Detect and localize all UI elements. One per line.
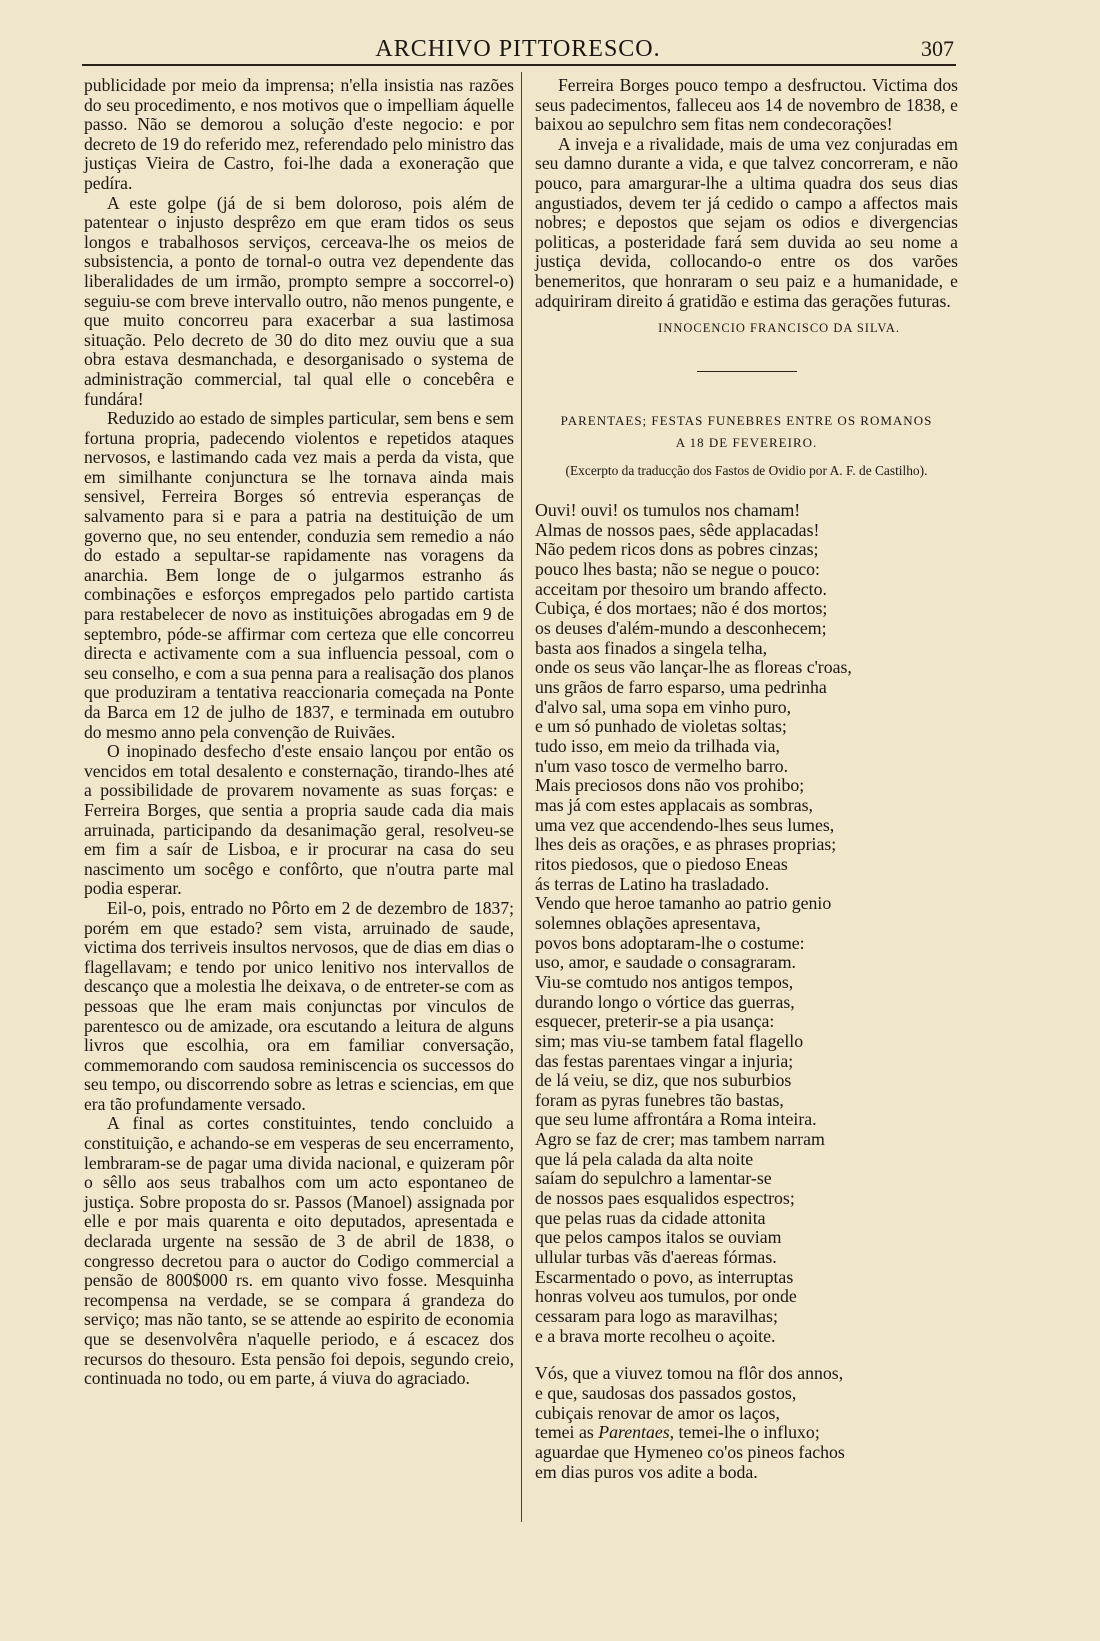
poem-verse: cubiçais renovar de amor os laços, [535, 1402, 780, 1423]
paragraph: O inopinado desfecho d'este ensaio lançou por então os vencidos em total desalento e consternação, tirando-lhes até a possibilidade de provarem novamente as suas forças: e Ferreira Borges, que sentia a propria saude cada dia mais arruinada, participando da desanimação geral, resolveu-se em fim a saír de Lisboa, e ir procurar na casa do seu nascimento um socêgo e confôrto, que n'outra parte mal podia esperar. [84, 741, 514, 899]
poem-verse: mas já com estes applacais as sombras, [535, 794, 813, 815]
poem-verse: d'alvo sal, uma sopa em vinho puro, [535, 696, 792, 717]
poem-verse: aguardae que Hymeneo co'os pineos fachos [535, 1441, 845, 1462]
verse-italic-word: Parentaes [598, 1422, 670, 1443]
poem-verse: acceitam por thesoiro um brando affecto. [535, 578, 827, 599]
section-separator [697, 371, 797, 372]
poem-title-line: PARENTAES; FESTAS FUNEBRES ENTRE OS ROMANOS [560, 413, 933, 429]
running-head [82, 34, 954, 68]
page-number: 307 [921, 36, 954, 61]
poem-verse: e um só punhado de violetas soltas; [535, 716, 787, 737]
poem-verse: em dias puros vos adite a boda. [535, 1461, 758, 1482]
poem-verse: Almas de nossos paes, sêde applacadas! [535, 519, 820, 540]
poem-verse: ullular turbas vãs d'aereas fórmas. [535, 1247, 777, 1268]
poem-verse: que pelas ruas da cidade attonita [535, 1207, 766, 1228]
poem-verse: pouco lhes basta; não se negue o pouco: [535, 559, 820, 580]
poem-verse: tudo isso, em meio da trilhada via, [535, 736, 780, 756]
poem-verse: Mais preciosos dons não vos prohibo; [535, 775, 805, 796]
poem-verse: de nossos paes esqualidos espectros; [535, 1188, 795, 1209]
paragraph: Ferreira Borges pouco tempo a desfructou. Victima dos seus padecimentos, falleceu aos 14 de novembro de 1838, e baixou ao sepulchro sem fitas nem condecorações! [535, 75, 958, 135]
poem-verse: esquecer, preterir-se a pia usança: [535, 1011, 775, 1032]
poem-verse: os deuses d'além-mundo a desconhecem; [535, 618, 827, 639]
verse-part: , temei-lhe o influxo; [669, 1422, 820, 1443]
poem-title-line: A 18 DE FEVEREIRO. [675, 435, 818, 451]
poem-verse: uma vez que accendendo-lhes seus lumes, [535, 814, 835, 835]
poem-verse: foram as pyras funebres tão bastas, [535, 1089, 784, 1110]
poem-verse: que seu lume affrontára a Roma inteira. [535, 1109, 817, 1130]
poem-verse: Viu-se comtudo nos antigos tempos, [535, 971, 794, 992]
paragraph: A este golpe (já de si bem doloroso, pois além de patentear o injusto desprêzo em que eram tidos os seus longos e trabalhosos serviços, cerceava-lhe os meios de subsistencia, a ponto de tornal-o outra vez dependente das liberalidades de um irmão, prompto sempre a soccorrel-o) seguiu-se com breve intervallo outro, não menos pungente, e que muito concorreu para exacerbar a sua lastimosa situação. Pelo decreto de 30 do dito mez ouviu que a sua obra estava desmanchada, e desorganisado o systema de administração commercial, tal qual elle o concebêra e fundára! [84, 192, 514, 409]
poem-verse: cessaram para logo as maravilhas; [535, 1306, 778, 1327]
poem-verse: ritos piedosos, que o piedoso Eneas [535, 853, 788, 874]
poem-verse [535, 1423, 958, 1443]
poem-verse: de lá veiu, se diz, que nos suburbios [535, 1070, 792, 1091]
poem-verse: onde os seus vão lançar-lhe as floreas c'roas, [535, 657, 852, 678]
poem [535, 501, 958, 1482]
poem-verse: uso, amor, e saudade o consagraram. [535, 952, 796, 973]
poem-verse: ás terras de Latino ha trasladado. [535, 873, 770, 894]
poem-verse: Cubiça, é dos mortaes; não é dos mortos; [535, 598, 828, 619]
right-column [535, 76, 958, 1482]
poem-verse: das festas parentaes vingar a injuria; [535, 1050, 794, 1071]
poem-verse: basta aos finados a singela telha, [535, 637, 768, 658]
poem-verse: que pelos campos italos se ouviam [535, 1227, 782, 1248]
poem-source-note: (Excerpto da traducção dos Fastos de Ovidio por A. F. de Castilho). [565, 463, 928, 479]
author-signature: INNOCENCIO FRANCISCO DA SILVA. [658, 321, 900, 336]
poem-verse: e que, saudosas dos passados gostos, [535, 1383, 797, 1403]
poem-verse: Agro se faz de crer; mas tambem narram [535, 1129, 825, 1150]
poem-verse: uns grãos de farro esparso, uma pedrinha [535, 677, 827, 698]
poem-verse: que lá pela calada da alta noite [535, 1148, 754, 1169]
poem-verse: Vendo que heroe tamanho ao patrio genio [535, 893, 832, 914]
poem-stanza [535, 501, 958, 1346]
header-rule [82, 64, 956, 66]
paragraph: publicidade por meio da imprensa; n'ella insistia nas razões do seu procedimento, e nos motivos que o impelliam áquelle passo. Não se demorou a solução d'este negocio: e por decreto de 19 do referido mez, referendado pelo ministro das justiças Vieira de Castro, foi-lhe dada a exoneração que pedíra. [84, 75, 514, 193]
poem-verse: durando longo o vórtice das guerras, [535, 991, 795, 1012]
poem-verse: lhes deis as orações, e as phrases proprias; [535, 834, 837, 855]
poem-verse: saíam do sepulchro a lamentar-se [535, 1168, 772, 1189]
journal-title: ARCHIVO PITTORESCO. [375, 36, 661, 62]
poem-stanza [535, 1364, 958, 1482]
poem-verse: n'um vaso tosco de vermelho barro. [535, 755, 789, 776]
poem-verse: Escarmentado o povo, as interruptas [535, 1266, 794, 1287]
poem-verse: Ouvi! ouvi! os tumulos nos chamam! [535, 500, 801, 521]
poem-verse: e a brava morte recolheu o açoite. [535, 1325, 776, 1346]
paragraph: Reduzido ao estado de simples particular, sem bens e sem fortuna propria, padecendo violentos e repetidos ataques nervosos, e lastimando cada vez mais a perda da vista, que em similhante conjunctura se lhe tornava ainda mais sensivel, Ferreira Borges só entrevia esperanças de salvamento para si e para a patria na destituição de um governo que, no seu entender, conduzia sem remedio a náo do estado a sepultar-se rapidamente nas voragens da anarchia. Bem longe de o julgarmos estranho ás combinações e esforços empregados pelo partido cartista para restabelecer de novo as instituições abrogadas em 9 de septembro, póde-se affirmar com certeza que elle concorreu directa e activamente com a sua influencia pessoal, com o seu conselho, e com a sua penna para a realisação dos planos que produziram a tentativa reaccionaria começada na Ponte da Barca em 12 de julho de 1837, e terminada em outubro do mesmo anno pela convenção de Ruivães. [84, 408, 514, 742]
poem-verse: Vós, que a viuvez tomou na flôr dos annos, [535, 1363, 844, 1384]
poem-verse: povos bons adoptaram-lhe o costume: [535, 932, 805, 953]
paragraph: Eil-o, pois, entrado no Pôrto em 2 de dezembro de 1837; porém em que estado? sem vista, arruinado de saude, victima dos terriveis insultos nervosos, que de dias em dias o flagellavam; e tendo por unico lenitivo nos intervallos de descanço que a molestia lhe deixava, o de entreter-se com as pessoas que lhe eram mais conjunctas por vinculos de parentesco ou de amizade, ora escutando a leitura de alguns livros que escolhia, ora em familiar conversação, commemorando com saudosa reminiscencia os successos do seu tempo, ou discorrendo sobre as letras e sciencias, em que era tão profundamente versado. [84, 897, 514, 1114]
verse-part: temei as [535, 1422, 599, 1443]
poem-verse: honras volveu aos tumulos, por onde [535, 1286, 797, 1307]
left-column [84, 76, 514, 1389]
poem-title [535, 410, 958, 454]
column-divider [521, 72, 522, 1522]
paragraph: A final as cortes constituintes, tendo concluido a constituição, e achando-se em vesperas de seu encerramento, lembraram-se de pagar uma divida nacional, e quizeram pôr o sêllo aos seus trabalhos com um acto espontaneo de justiça. Sobre proposta do sr. Passos (Manoel) assignada por elle e por mais quarenta e oito deputados, apresentada e declarada urgente na sessão de 3 de abril de 1838, o congresso decretou para o auctor do Codigo commercial a pensão de 800$000 rs. em quanto vivo fosse. Mesquinha recompensa na verdade, se se compara á grandeza do serviço; mas não tanto, se se attende ao espirito de economia que se desenvolvêra n'aquelle periodo, e á escacez dos recursos do thesouro. Esta pensão foi depois, segundo creio, continuada no todo, ou em parte, á viuva do agraciado. [84, 1113, 514, 1389]
poem-verse: sim; mas viu-se tambem fatal flagello [535, 1030, 804, 1051]
poem-verse: Não pedem ricos dons as pobres cinzas; [535, 539, 819, 560]
paragraph: A inveja e a rivalidade, mais de uma vez conjuradas em seu damno durante a vida, e que talvez concorreram, e não pouco, para amargurar-lhe a ultima quadra dos seus dias angustiados, devem ter já cedido o campo a affectos mais nobres; e depostos que sejam os odios e divergencias politicas, a posteridade fará sem duvida ao seu nome a justiça devida, collocando-o entre os dos varões benemeritos, que honraram o seu paiz e a humanidade, e adquiriram direito á gratidão e estima das gerações futuras. [535, 133, 958, 311]
poem-verse: solemnes oblações apresentava, [535, 912, 761, 933]
